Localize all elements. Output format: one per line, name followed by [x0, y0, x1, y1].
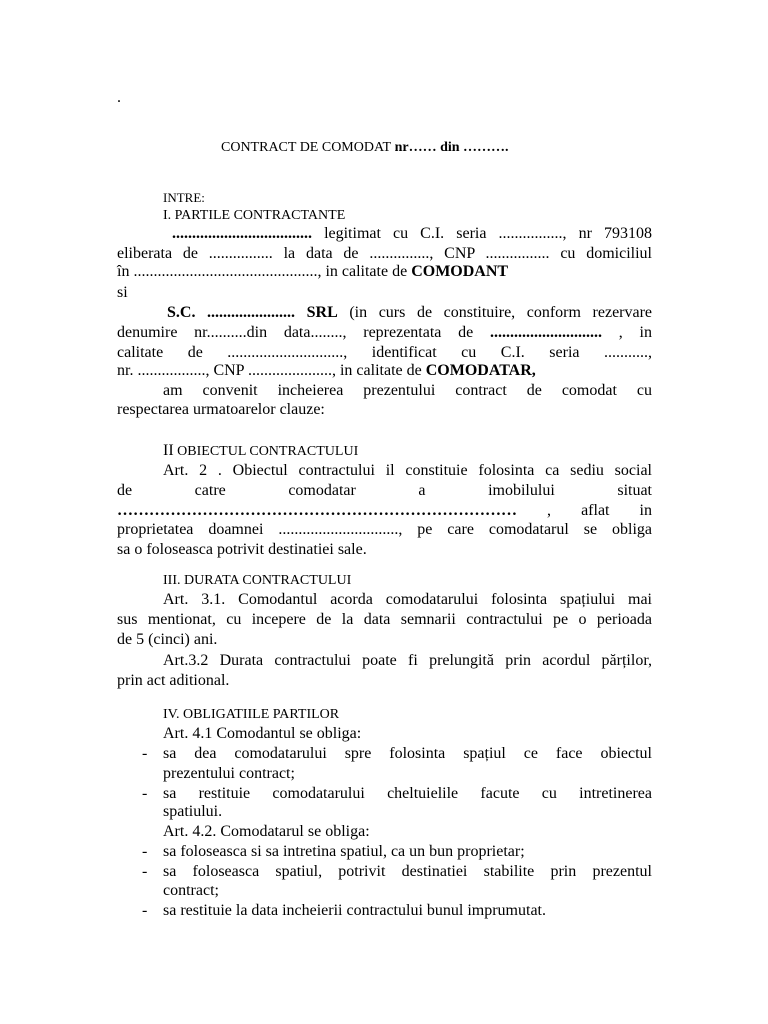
- art2-line5: sa o foloseasca potrivit destinatiei sale.: [117, 541, 367, 558]
- section-4-heading: IV. OBLIGATIILE PARTILOR: [163, 707, 340, 722]
- obligation-3-line1: sa foloseasca si sa intretina spatiul, ca un bun proprietar;: [163, 843, 525, 860]
- art2-line2: de catre comodatar a imobilului situat: [117, 482, 652, 499]
- agreement-line1: am convenit incheierea prezentului contract de comodat cu: [163, 382, 652, 399]
- si-label: si: [117, 284, 128, 301]
- bullet-dash: -: [142, 902, 148, 919]
- section-2-title: OBIECTUL CONTRACTULUI: [173, 444, 359, 459]
- obligation-5-line1: sa restituie la data incheierii contractului bunul imprumutat.: [163, 902, 546, 919]
- party1-id: legitimat cu C.I. seria ................, nr 793108: [312, 225, 652, 242]
- party2-sc: S.C. ......................: [167, 304, 296, 321]
- party1-address: în .............................................., in calitate de: [117, 263, 412, 280]
- party2-line3: calitate de ............................., identificat cu C.I. seria ...........,: [117, 344, 652, 361]
- party2-denumire: denumire nr..........din data........, reprezentata de: [117, 324, 491, 341]
- title-main: CONTRACT DE COMODAT: [221, 140, 392, 155]
- stray-dot: .: [117, 89, 121, 106]
- bullet-dash: -: [142, 785, 148, 802]
- party2-rep-dots: ............................: [490, 324, 603, 341]
- party1-line1: [172, 224, 652, 244]
- party2-line1: [167, 303, 652, 323]
- party1-line3: [117, 262, 508, 282]
- agreement-line2: respectarea urmatoarelor clauze:: [117, 401, 325, 418]
- obligation-2-line1: sa restituie comodatarului cheltuielile facute cu intretinerea: [163, 785, 652, 802]
- art32-line1: Art.3.2 Durata contractului poate fi prelungită prin acordul părților,: [163, 652, 652, 669]
- section-2-heading: [163, 441, 358, 462]
- art31-line3: de 5 (cinci) ani.: [117, 631, 218, 648]
- document-title: [221, 138, 509, 158]
- bullet-dash: -: [142, 863, 148, 880]
- art31-line2: sus mentionat, cu incepere de la data semnarii contractului pe o perioada: [117, 611, 652, 628]
- art32-line2: prin act aditional.: [117, 672, 230, 689]
- bullet-dash: -: [142, 843, 148, 860]
- party2-line2-end: , in: [602, 324, 652, 341]
- art42-label: Art. 4.2. Comodatarul se obliga:: [163, 823, 370, 840]
- title-suffix: nr…… din ……….: [391, 140, 509, 155]
- party2-line4: [117, 361, 536, 381]
- art2-line3: [117, 501, 652, 521]
- art2-line4: proprietatea doamnei .............................., pe care comodatarul se obliga: [117, 521, 652, 538]
- bullet-dash: -: [142, 745, 148, 762]
- section-3-heading: III. DURATA CONTRACTULUI: [163, 573, 352, 588]
- obligation-1-line1: sa dea comodatarului spre folosinta spațiul ce face obiectul: [163, 745, 652, 762]
- obligation-2-line2: spatiului.: [163, 803, 223, 820]
- obligation-1-line2: prezentului contract;: [163, 765, 295, 782]
- property-address-dots: …………………………………………………………………: [117, 502, 517, 519]
- party1-line2: eliberata de ................ la data de ..............., CNP ................ cu domiciliul: [117, 245, 652, 262]
- obligation-4-line1: sa foloseasca spatiul, potrivit destinatiei stabilite prin prezentul: [163, 863, 652, 880]
- party2-srl: SRL: [295, 304, 338, 321]
- art2-line3-end: , aflat in: [517, 502, 652, 519]
- comodatar-label: COMODATAR,: [425, 362, 536, 379]
- intre-label: INTRE:: [163, 190, 205, 205]
- party2-constitution: (in curs de constituire, conform rezervare: [337, 304, 653, 321]
- party2-cnp: nr. ................., CNP ....................., in calitate de: [117, 362, 426, 379]
- party2-line2: [117, 323, 652, 343]
- art2-line1: Art. 2 . Obiectul contractului il constituie folosinta ca sediu social: [163, 462, 652, 479]
- section-1-heading: I. PARTILE CONTRACTANTE: [163, 208, 346, 223]
- comodant-label: COMODANT: [411, 263, 509, 280]
- obligation-4-line2: contract;: [163, 882, 219, 899]
- section-2-numeral: II: [163, 442, 174, 459]
- art31-line1: Art. 3.1. Comodantul acorda comodatarului folosinta spațiului mai: [163, 591, 652, 608]
- party1-name-dots: ...................................: [172, 225, 312, 242]
- art41-label: Art. 4.1 Comodantul se obliga:: [163, 725, 362, 742]
